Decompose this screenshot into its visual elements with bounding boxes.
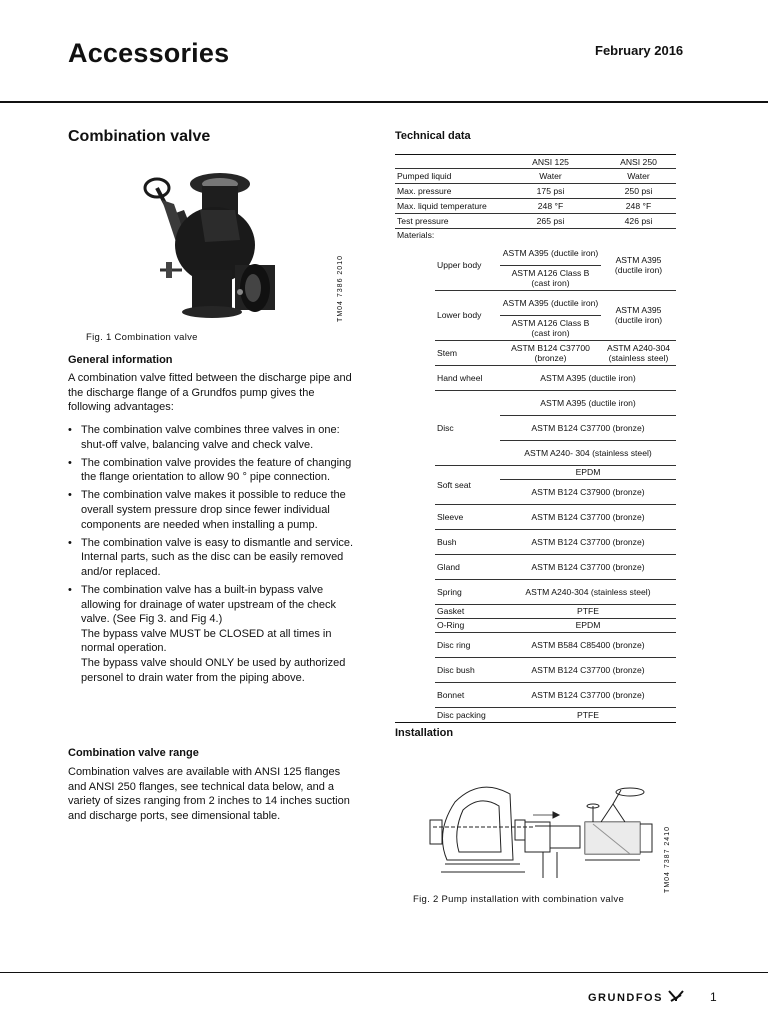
table-row <box>395 504 676 529</box>
cell-value: 265 psi <box>500 214 601 229</box>
table-row <box>395 214 676 229</box>
table-row <box>395 169 676 184</box>
cell-value: Water <box>601 169 676 184</box>
bypass-usage-text: The bypass valve should ONLY be used by authorized personel to drain water from the piping above. <box>81 656 346 684</box>
cell-value: ASTM B584 C85400 (bronze) <box>500 632 676 657</box>
cell-value: ASTM A395 (ductile iron) <box>500 290 601 315</box>
list-item <box>68 583 358 685</box>
bypass-warning-text: The bypass valve MUST be CLOSED at all times in normal operation. <box>81 627 332 655</box>
row-label: Lower body <box>435 290 500 340</box>
row-label: Soft seat <box>435 465 500 504</box>
row-label: Pumped liquid <box>395 169 500 184</box>
row-label: Disc ring <box>435 632 500 657</box>
general-information-heading: General information <box>68 354 173 366</box>
cell-value: 250 psi <box>601 184 676 199</box>
table-row <box>395 390 676 415</box>
table-header-row <box>395 155 676 169</box>
table-row <box>395 632 676 657</box>
row-label: Disc <box>435 390 500 465</box>
section-title: Combination valve <box>68 128 211 145</box>
cell-value: ASTM A395 (ductile iron) <box>614 255 663 275</box>
pump-installation-diagram <box>425 782 660 882</box>
header-divider <box>0 101 768 103</box>
cell-value: ASTM B124 C37700 (bronze) <box>500 340 601 365</box>
table-row <box>395 554 676 579</box>
row-label: Hand wheel <box>435 365 500 390</box>
logo-text: GRUNDFOS <box>588 992 663 1004</box>
row-label: Stem <box>435 340 500 365</box>
row-label: Gland <box>435 554 500 579</box>
table-row <box>395 340 676 365</box>
cell-value: Water <box>500 169 601 184</box>
row-label: Max. liquid temperature <box>395 199 500 214</box>
cell-value: ASTM B124 C37700 (bronze) <box>500 415 676 440</box>
row-label: Disc bush <box>435 657 500 682</box>
cell-value: ASTM A126 Class B (cast iron) <box>511 267 590 288</box>
cell-value: ASTM A240- 304 (stainless steel) <box>524 447 652 458</box>
figure-1-code: TM04 7386 2010 <box>337 255 344 322</box>
row-label: Sleeve <box>435 504 500 529</box>
row-label: Spring <box>435 579 500 604</box>
list-item: • The combination valve is easy to dismantle and service. Internal parts, such as the disc can be easily removed and/or replaced. <box>68 536 358 580</box>
page-number: 1 <box>710 990 717 1004</box>
column-header-ansi250: ANSI 250 <box>601 155 676 169</box>
footer-divider <box>0 972 768 973</box>
list-item: • The combination valve provides the feature of changing the flange orientation to allow 90 ° pipe connection. <box>68 456 358 485</box>
table-row <box>395 529 676 554</box>
figure-1-caption: Fig. 1 Combination valve <box>86 332 198 343</box>
cell-value: ASTM B124 C37700 (bronze) <box>500 554 676 579</box>
cell-value: ASTM B124 C37700 (bronze) <box>500 657 676 682</box>
cell-value: ASTM A395 (ductile iron) <box>500 390 676 415</box>
cell-value: ASTM A126 Class B (cast iron) <box>511 317 590 338</box>
table-row <box>395 465 676 479</box>
cell-value: ASTM A395 (ductile iron) <box>601 290 676 340</box>
technical-data-table <box>395 154 676 723</box>
installation-heading: Installation <box>395 727 454 739</box>
cell-value: PTFE <box>500 604 676 618</box>
materials-row <box>395 229 676 241</box>
technical-data-heading: Technical data <box>395 130 471 142</box>
document-date: February 2016 <box>595 43 684 58</box>
row-label: Gasket <box>435 604 500 618</box>
cell-value: 426 psi <box>601 214 676 229</box>
row-label: Disc packing <box>435 707 500 722</box>
cell-value: EPDM <box>500 465 676 479</box>
valve-range-heading: Combination valve range <box>68 747 199 759</box>
grundfos-logo <box>588 990 684 1004</box>
table-row <box>395 657 676 682</box>
cell-value: ASTM B124 C37700 (bronze) <box>500 504 676 529</box>
table-row <box>395 365 676 390</box>
materials-label: Materials: <box>397 229 435 240</box>
general-information-text: A combination valve fitted between the discharge pipe and the discharge flange of a Grundfos pump gives the following advantages: <box>68 372 352 414</box>
cell-value: ASTM B124 C37700 (bronze) <box>500 529 676 554</box>
list-item-text: The combination valve has a built-in bypass valve allowing for drainage of water upstream of the check valve. (See Fig 3. and Fig 4.) <box>81 583 336 626</box>
cell-value: ASTM A395 (ductile iron) <box>500 241 601 266</box>
grundfos-mark-icon <box>668 990 684 1002</box>
table-row <box>395 241 676 266</box>
figure-2-caption: Fig. 2 Pump installation with combination valve <box>413 894 625 905</box>
table-row <box>395 682 676 707</box>
cell-value: ASTM A240-304 (stainless steel) <box>601 340 676 365</box>
column-header-ansi125: ANSI 125 <box>500 155 601 169</box>
list-item: • The combination valve makes it possible to reduce the overall system pressure drop since fewer individual components are needed when installing a pump. <box>68 488 358 532</box>
table-row <box>395 604 676 618</box>
table-row <box>395 579 676 604</box>
cell-value: ASTM B124 C37700 (bronze) <box>500 682 676 707</box>
table-row <box>395 199 676 214</box>
table-row <box>395 290 676 315</box>
row-label: Upper body <box>437 260 482 270</box>
cell-value: PTFE <box>500 707 676 722</box>
table-row <box>395 184 676 199</box>
advantages-list <box>68 423 358 689</box>
cell-value: ASTM A395 (ductile iron) <box>500 365 676 390</box>
cell-value: ASTM B124 C37900 (bronze) <box>531 486 645 497</box>
figure-2-code: TM04 7387 2410 <box>664 826 671 893</box>
row-label: Max. pressure <box>395 184 500 199</box>
row-label: Bonnet <box>435 682 500 707</box>
row-label: O-Ring <box>435 618 500 632</box>
valve-range-text: Combination valves are available with ANSI 125 flanges and ANSI 250 flanges, see technical data below, and a variety of sizes ranging from 2 inches to 14 inches suction and discharge ports, see dimensional table. <box>68 766 350 822</box>
row-label: Test pressure <box>395 214 500 229</box>
cell-value: 248 °F <box>601 199 676 214</box>
cell-value: 248 °F <box>500 199 601 214</box>
list-item: • The combination valve combines three valves in one: shut-off valve, balancing valve and check valve. <box>68 423 358 452</box>
document-title: Accessories <box>68 38 230 68</box>
cell-value: 175 psi <box>500 184 601 199</box>
table-row <box>395 707 676 722</box>
cell-value: ASTM A240-304 (stainless steel) <box>500 579 676 604</box>
table-row <box>395 618 676 632</box>
row-label: Bush <box>435 529 500 554</box>
cell-value: EPDM <box>500 618 676 632</box>
combination-valve-image <box>140 170 290 330</box>
